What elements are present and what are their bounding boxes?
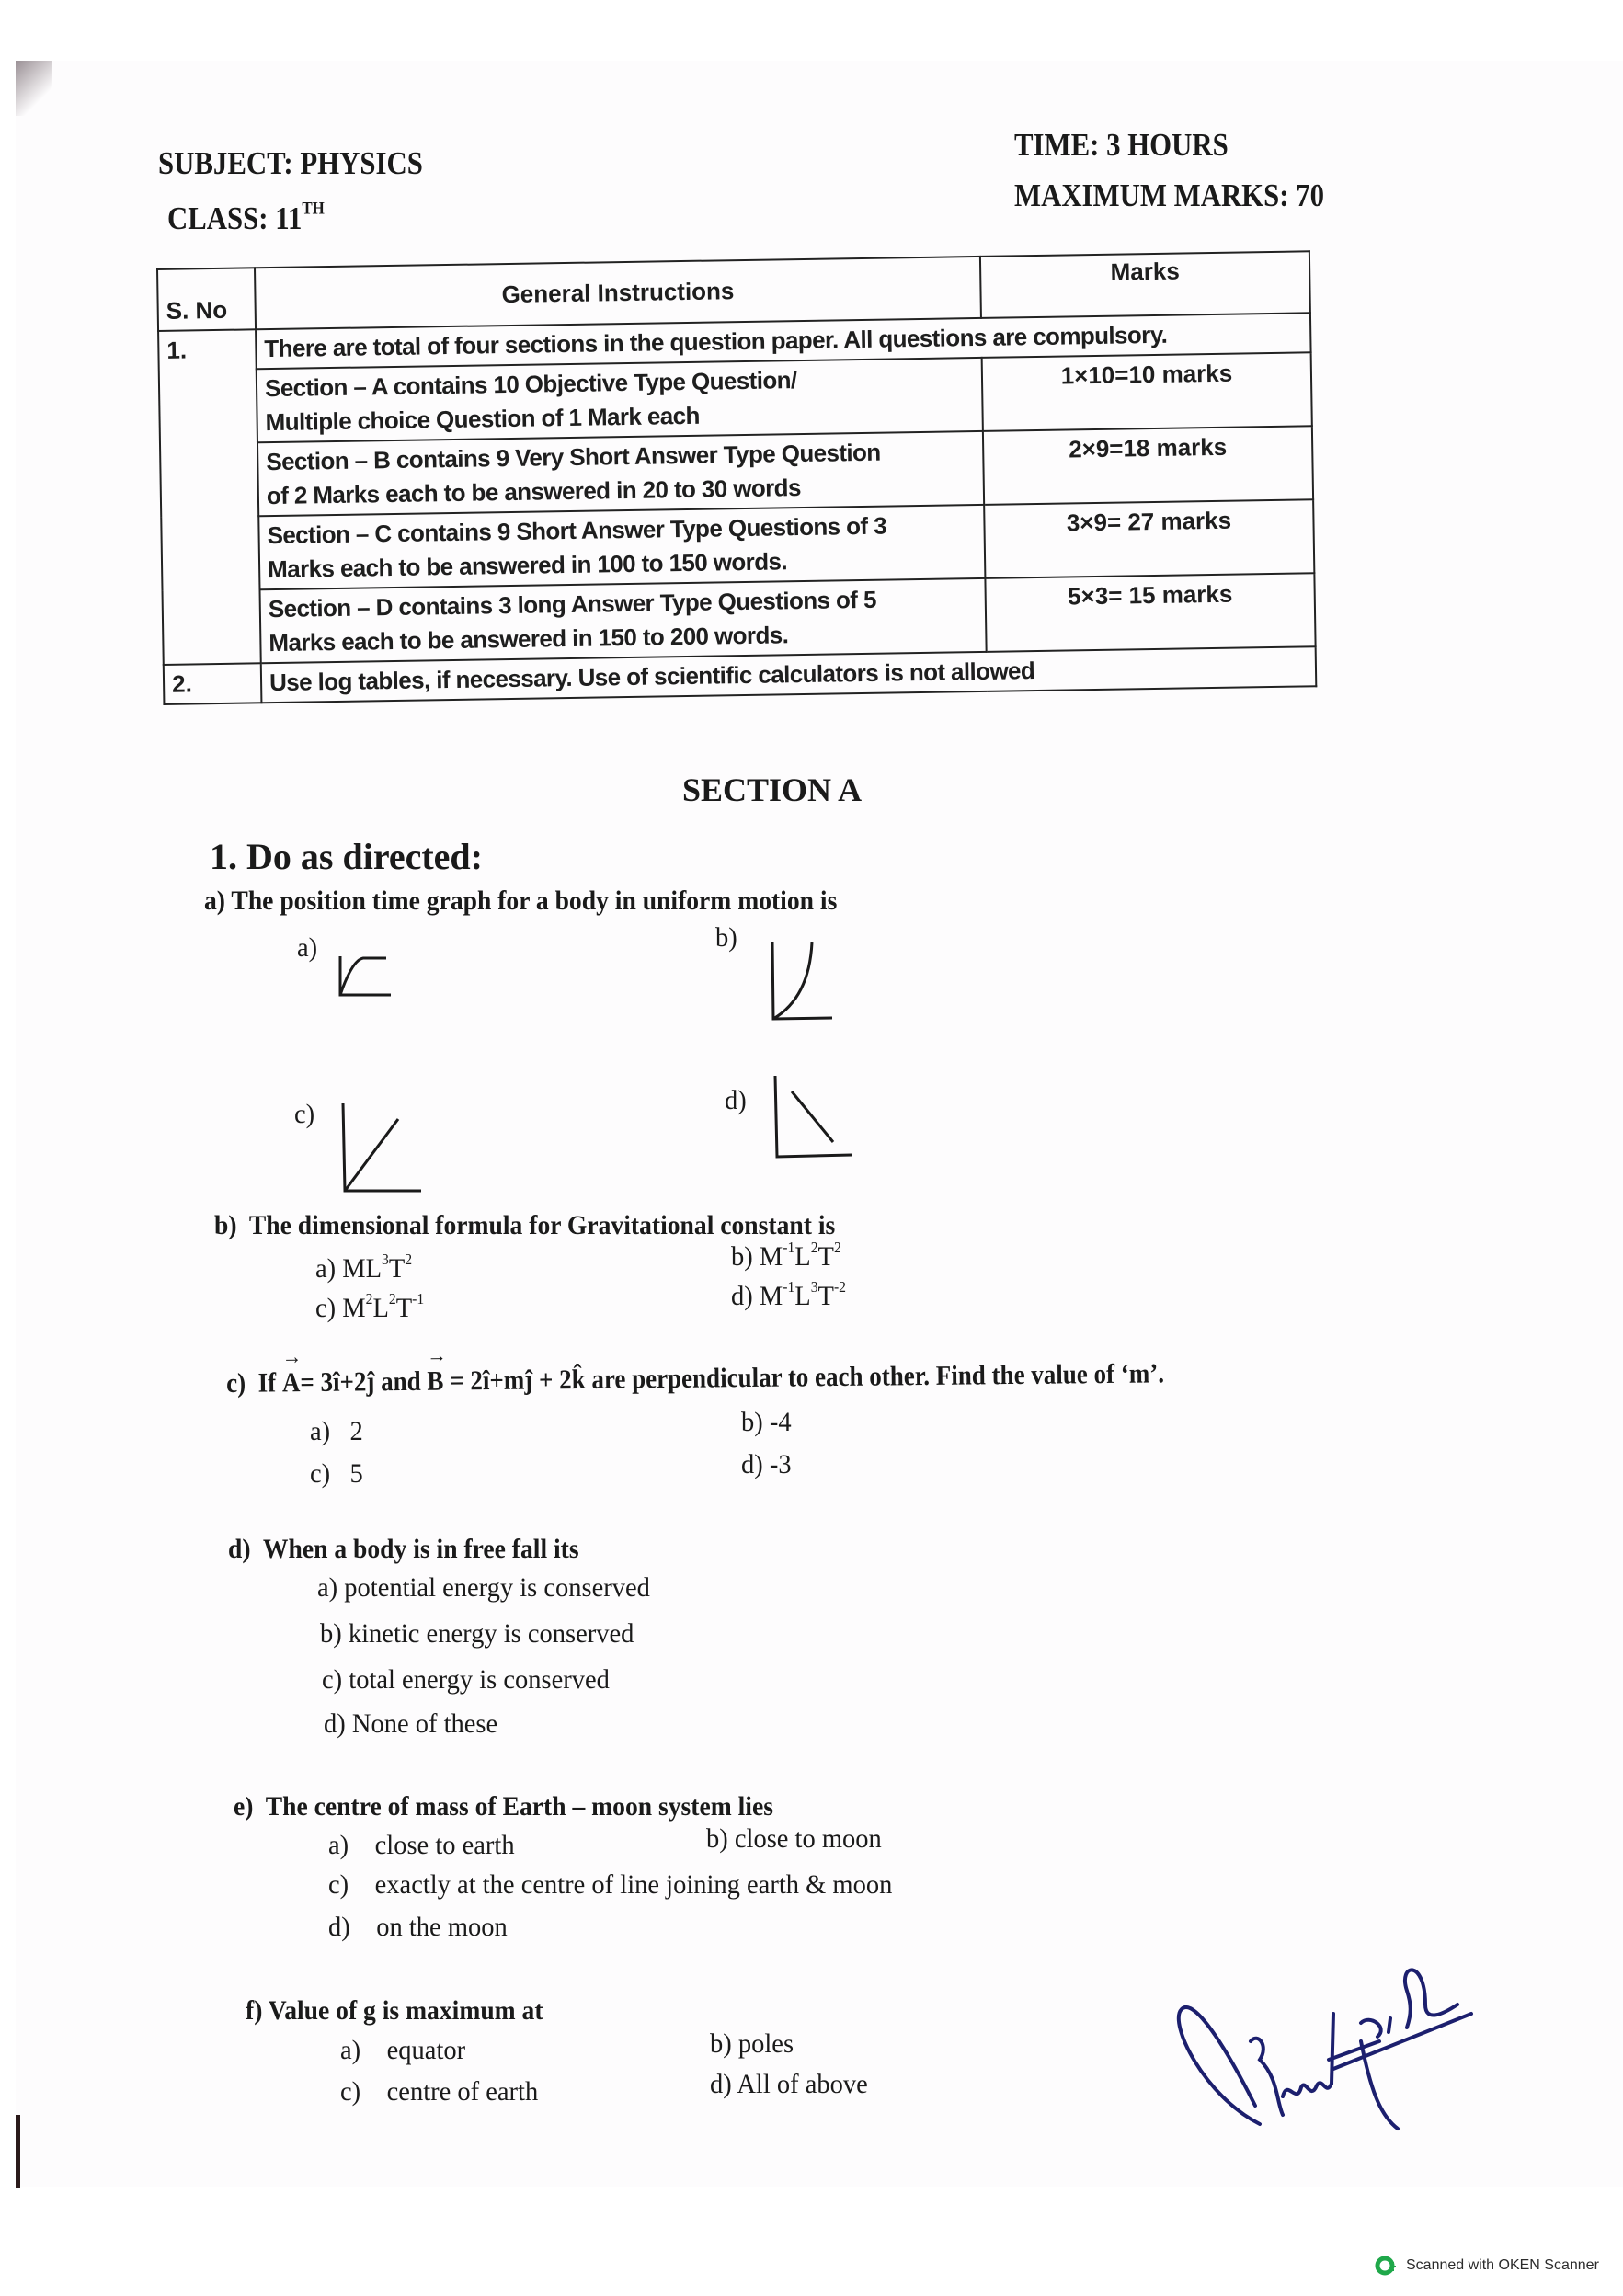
option-label: a): [315, 1253, 337, 1284]
option-a: [328, 1830, 515, 1861]
option-label: b): [710, 2028, 732, 2059]
question-label: e): [234, 1791, 254, 1822]
dim-exp: 2: [405, 1250, 413, 1268]
option-text: close to moon: [734, 1823, 882, 1854]
graph-option-c-icon: [338, 1099, 430, 1195]
option-text: poles: [737, 2028, 794, 2059]
row-text-line: of 2 Marks each to be answered in 20 to 30 words: [266, 474, 802, 510]
question-text: The position time graph for a body in uniform motion is: [231, 885, 838, 916]
question-b: [214, 1210, 835, 1241]
question-text: When a body is in free fall its: [262, 1534, 579, 1564]
dim-exp: -2: [833, 1277, 847, 1296]
scanner-watermark: [1375, 2255, 1599, 2277]
option-label: b): [706, 1823, 728, 1854]
option-label: c): [322, 1664, 343, 1695]
option-c: [340, 2076, 538, 2108]
option-a: [310, 1416, 363, 1447]
row-text: Use log tables, if necessary. Use of scientific calculators is not allowed: [261, 646, 1317, 703]
option-text: potential energy is conserved: [344, 1572, 650, 1603]
row-marks: 2×9=18 marks: [983, 426, 1313, 505]
row-marks: 5×3= 15 marks: [985, 573, 1315, 652]
option-label: d): [324, 1708, 346, 1739]
question-heading: 1. Do as directed:: [210, 836, 483, 877]
row-text-line: Section – B contains 9 Very Short Answer Type Question: [266, 438, 881, 476]
option-label: c): [310, 1458, 331, 1489]
option-text: -3: [769, 1449, 792, 1479]
question-label: f): [246, 1995, 263, 2026]
class-label: [167, 200, 325, 237]
question-label: d): [228, 1534, 251, 1564]
dim-exp: -1: [412, 1289, 425, 1308]
option-label: d): [725, 1085, 747, 1115]
oken-scanner-logo-icon: [1375, 2255, 1399, 2277]
instructions-table: [156, 250, 1317, 705]
dim-t: T: [395, 1293, 413, 1323]
row-text-line: Section – A contains 10 Objective Type Question/: [264, 366, 797, 403]
dim-exp: 2: [833, 1238, 841, 1256]
question-f: [246, 1995, 543, 2027]
option-b: [320, 1618, 634, 1650]
question-a: [204, 885, 837, 917]
option-label: a): [340, 2035, 361, 2065]
option-label: c): [315, 1293, 337, 1323]
row-text-line: Section – D contains 3 long Answer Type Questions of 5: [268, 585, 877, 623]
dim-exp: -1: [783, 1277, 795, 1296]
option-text: centre of earth: [386, 2076, 539, 2107]
row-sno: 1.: [158, 329, 261, 665]
class-text: CLASS: 11: [167, 200, 303, 236]
option-label: c): [328, 1869, 349, 1900]
dim-exp: 2: [388, 1289, 396, 1308]
col-marks: Marks: [980, 251, 1310, 318]
option-text: on the moon: [376, 1912, 508, 1942]
option-text: close to earth: [374, 1830, 515, 1860]
question-text: The centre of mass of Earth – moon system lies: [265, 1791, 773, 1822]
option-text: 5: [349, 1458, 363, 1489]
dim-exp: 3: [382, 1250, 389, 1268]
graph-option-b-icon: [768, 938, 851, 1025]
dim-m: M: [342, 1253, 366, 1284]
option-label: a): [328, 1830, 349, 1860]
option-label: c): [340, 2076, 361, 2107]
option-c: [310, 1458, 363, 1490]
option-label: b): [320, 1618, 342, 1649]
dim-l: L: [794, 1241, 811, 1272]
class-superscript: TH: [302, 199, 325, 219]
option-label: d): [710, 2069, 732, 2099]
option-b: [741, 1407, 792, 1438]
option-d: [328, 1912, 508, 1943]
dim-l: L: [794, 1281, 811, 1311]
row-text: There are total of four sections in the question paper. All questions are compulsory.: [256, 313, 1311, 369]
dim-m: M: [342, 1293, 366, 1323]
question-label: a): [204, 885, 225, 916]
option-text: All of above: [737, 2069, 868, 2099]
row-text: [258, 505, 985, 589]
question-e: [234, 1791, 773, 1822]
row-marks: 3×9= 27 marks: [984, 499, 1314, 578]
dim-m: M: [759, 1281, 783, 1311]
option-label: d): [328, 1912, 350, 1942]
watermark-text: Scanned with OKEN Scanner: [1406, 2257, 1599, 2273]
option-b: [731, 1238, 841, 1273]
question-text: If: [257, 1367, 283, 1399]
option-text: kinetic energy is conserved: [348, 1618, 634, 1649]
option-d: [741, 1449, 792, 1480]
row-sno: 2.: [164, 663, 262, 704]
question-label: c): [226, 1367, 246, 1399]
row-text: [260, 578, 987, 663]
option-text: -4: [769, 1407, 792, 1437]
graph-option-a-icon: [336, 947, 409, 1002]
vector-b: [427, 1343, 447, 1397]
signature-icon: [1149, 1922, 1480, 2147]
subject-label: SUBJECT: PHYSICS: [158, 145, 423, 181]
row-text-line: Marks each to be answered in 150 to 200 words.: [269, 621, 789, 657]
option-label: a): [297, 932, 318, 963]
option-d: [324, 1708, 497, 1740]
option-text: equator: [386, 2035, 466, 2065]
vector-b-symbol: B: [427, 1365, 444, 1397]
option-label: a): [317, 1572, 338, 1603]
option-c: [322, 1664, 610, 1696]
option-c: [315, 1289, 425, 1324]
row-text: [257, 358, 983, 442]
row-text-line: Multiple choice Question of 1 Mark each: [265, 401, 700, 437]
col-instructions: General Instructions: [255, 257, 981, 329]
dim-exp: 2: [365, 1289, 373, 1308]
option-text: None of these: [351, 1708, 498, 1739]
section-title: SECTION A: [682, 771, 863, 808]
option-label: a): [310, 1416, 331, 1446]
dim-exp: -1: [783, 1238, 795, 1256]
option-d: [731, 1277, 847, 1312]
question-text: = 3î+2ĵ and: [300, 1365, 428, 1399]
option-text: 2: [349, 1416, 363, 1446]
row-marks: 1×10=10 marks: [982, 352, 1312, 431]
option-label: c): [294, 1099, 315, 1129]
option-a: [315, 1250, 413, 1285]
dim-l: L: [372, 1293, 389, 1323]
option-text: exactly at the centre of line joining earth & moon: [374, 1869, 893, 1900]
question-d: [228, 1534, 579, 1565]
option-label: d): [731, 1281, 753, 1311]
row-text-line: Marks each to be answered in 100 to 150 words.: [267, 547, 788, 584]
option-d: [710, 2069, 868, 2100]
dim-m: M: [759, 1241, 783, 1272]
option-a: [317, 1572, 650, 1604]
option-label: d): [741, 1449, 763, 1479]
dim-exp: 3: [810, 1277, 818, 1296]
col-sno: S. No: [157, 268, 256, 331]
option-b: [710, 2028, 794, 2060]
arrow-right-icon: →: [281, 1345, 303, 1370]
row-text: [257, 431, 984, 516]
question-text: = 2î+mĵ + 2k̂ are perpendicular to each other. Find the value of ‘m’.: [443, 1358, 1165, 1397]
option-label: b): [715, 922, 737, 953]
option-b: [706, 1823, 882, 1855]
dim-l: L: [365, 1253, 383, 1284]
scan-shadow: [16, 61, 52, 116]
option-c: [328, 1869, 892, 1901]
option-label: b): [731, 1241, 753, 1272]
question-text: Value of g is maximum at: [268, 1995, 543, 2026]
dim-exp: 2: [810, 1238, 818, 1256]
question-label: b): [214, 1210, 237, 1240]
arrow-right-icon: →: [427, 1343, 447, 1368]
vector-a-symbol: A: [281, 1367, 301, 1399]
option-a: [340, 2035, 465, 2066]
dim-t: T: [817, 1241, 834, 1272]
dim-t: T: [388, 1253, 406, 1284]
option-label: b): [741, 1407, 763, 1437]
graph-option-d-icon: [771, 1071, 858, 1163]
row-text-line: Section – C contains 9 Short Answer Type Questions of 3: [267, 511, 887, 550]
question-text: The dimensional formula for Gravitational constant is: [248, 1210, 836, 1240]
dim-t: T: [817, 1281, 834, 1311]
max-marks-label: MAXIMUM MARKS: 70: [1014, 177, 1325, 213]
option-text: total energy is conserved: [349, 1664, 610, 1695]
time-label: TIME: 3 HOURS: [1014, 127, 1229, 163]
vector-a: [281, 1345, 303, 1399]
scan-edge: [16, 2115, 20, 2188]
